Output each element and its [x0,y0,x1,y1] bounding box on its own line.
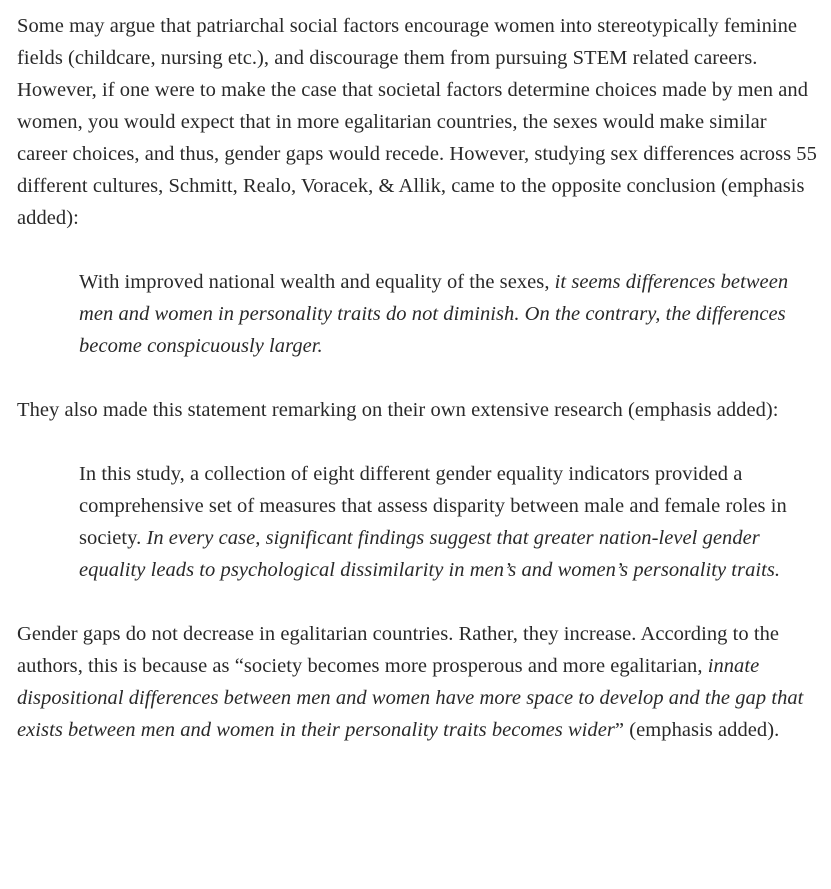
inline-quote-close: ” [614,719,625,741]
paragraph-text: Gender gaps do not decrease in egalitarian countries. Rather, they increase. According to the authors, this is because as [17,623,780,677]
paragraph-extensive-research: They also made this statement remarking on their own extensive research (emphasis added): [17,399,779,421]
paragraph-patriarchal-factors [17,10,817,234]
paragraph-text: Some may argue that patriarchal social factors encourage women into stereotypically feminine fields (childcare, nursing etc.), and discourage them from pursuing STEM related careers. However, if one were to make the case that societal factors determine choices made by men and women, you would expect that in more egalitarian countries, the sexes would make similar career choices, and thus, gender gaps would recede. However, studying sex differences across 55 different cultures, [17,15,817,197]
blockquote-gender-equality-indicators [79,458,819,586]
quote-emphasis: In every case, significant findings suggest that greater nation-level gender equality leads to psychological dissimilarity in men’s and women’s personality traits. [79,527,781,581]
quote-emphasis: it seems differences between men and women in personality traits do not diminish. On the contrary, the differences become conspicuously larger. [79,271,789,357]
paragraph-text: (emphasis added). [624,719,780,741]
quote-text: In this study, a collection of eight different gender equality indicators provided a comprehensive set of measures that assess disparity between male and female roles in society. [79,463,787,549]
paragraph-gender-gaps [17,618,817,746]
blockquote-national-wealth [79,266,819,362]
paragraph-text: , came to the opposite conclusion (emphasis added): [17,175,805,229]
inline-quote: “society becomes more prosperous and more egalitarian, [234,655,708,677]
quote-text: With improved national wealth and equality of the sexes, [79,271,555,293]
inline-quote-emphasis: innate dispositional differences between men and women have more space to develop and the gap that exists between men and women in their personality traits becomes wider [17,655,804,741]
schmitt-study-link[interactable]: Schmitt, Realo, Voracek, & Allik [168,175,441,197]
